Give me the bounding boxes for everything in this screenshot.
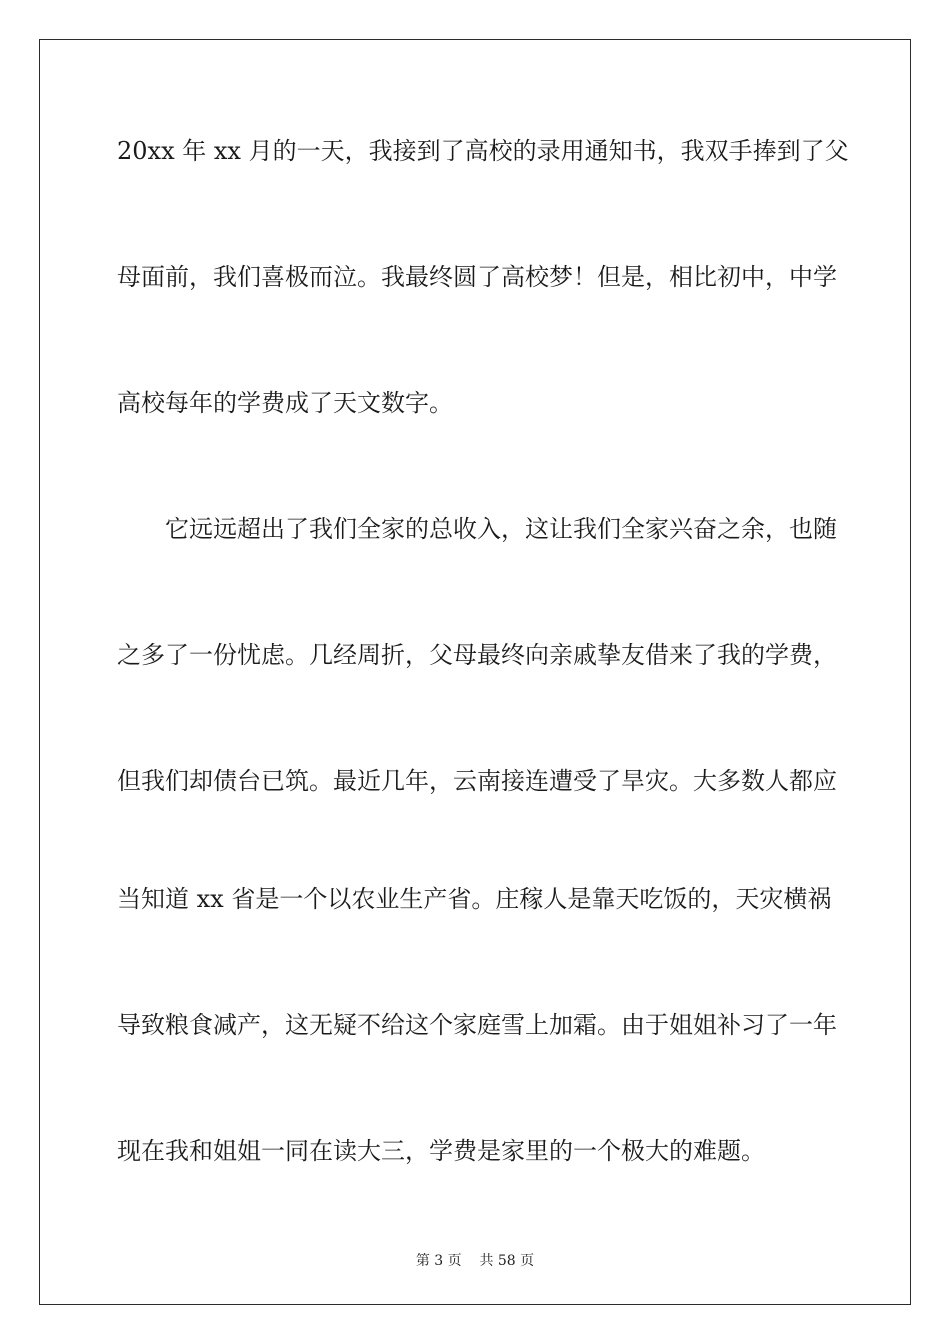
paragraph-line-2: 母面前，我们喜极而泣。我最终圆了高校梦！但是，相比初中，中学 bbox=[117, 263, 837, 291]
page-total: 共 58 页 bbox=[479, 1253, 535, 1269]
paragraph-line-5: 之多了一份忧虑。几经周折，父母最终向亲戚挚友借来了我的学费， bbox=[117, 641, 837, 669]
page-number: 第 3 页 bbox=[415, 1253, 462, 1269]
paragraph-line-4: 它远远超出了我们全家的总收入，这让我们全家兴奋之余，也随 bbox=[165, 515, 837, 543]
paragraph-line-9: 现在我和姐姐一同在读大三，学费是家里的一个极大的难题。 bbox=[117, 1137, 765, 1165]
paragraph-line-3: 高校每年的学费成了天文数字。 bbox=[117, 389, 453, 417]
paragraph-line-8: 导致粮食减产，这无疑不给这个家庭雪上加霜。由于姐姐补习了一年 bbox=[117, 1011, 837, 1039]
page-border bbox=[39, 39, 911, 1305]
paragraph-line-6: 但我们却债台已筑。最近几年，云南接连遭受了旱灾。大多数人都应 bbox=[117, 767, 837, 795]
paragraph-line-1: 20xx 年 xx 月的一天，我接到了高校的录用通知书，我双手捧到了父 bbox=[117, 137, 849, 165]
page-footer bbox=[0, 1250, 950, 1270]
paragraph-line-7: 当知道 xx 省是一个以农业生产省。庄稼人是靠天吃饭的，天灾横祸 bbox=[117, 885, 832, 913]
